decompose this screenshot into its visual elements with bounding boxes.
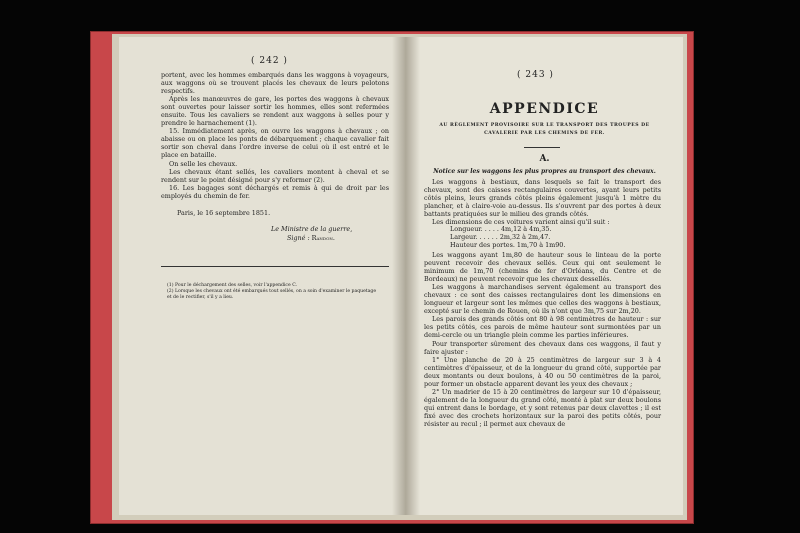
left-paragraph: 16. Les bagages sont déchargés et remis à qui de droit par les employés du chemin de fer.: [161, 183, 389, 200]
right-body-text-top: [424, 178, 661, 226]
left-paragraph: On selle les chevaux.: [169, 159, 238, 168]
left-body-text: [161, 71, 389, 200]
appendix-heading: APPENDICE: [489, 101, 600, 117]
right-paragraph: 1° Une planche de 20 à 25 centimètres de largeur sur 3 à 4 centimètres d'épaisseur, et de la longueur du grand côté, supportée par deux montants ou deux boulons, à 40 ou 50 centimètres de la paroi, pour former un obstacle apparent devant les yeux des chevaux ;: [424, 355, 661, 388]
left-page: [119, 37, 406, 515]
subheading-line-2: CAVALERIE PAR LES CHEMINS DE FER.: [484, 131, 605, 136]
dimensions-list: [450, 225, 565, 249]
dimension-row: Largeur. . . . . . 2m,32 à 2m,47.: [450, 233, 551, 241]
dimension-row: Hauteur des portes. 1m,70 à 1m90.: [450, 241, 566, 249]
right-paragraph: Les waggons à marchandises servent également au transport des chevaux : ce sont des caisses rectangulaires dont les dimensions en longueur et largeur sont les mêmes que celles des waggons à bestiaux, excepté sur le chemin de Rouen, où ils n'ont que 3m,75 sur 2m,20.: [424, 283, 661, 316]
right-page: [406, 37, 683, 515]
signature-name: Randon.: [311, 234, 335, 242]
right-paragraph: 2° Un madrier de 15 à 20 centimètres de largeur sur 10 d'épaisseur, également de la longueur du grand côté, monté à plat sur deux boulons qui entrent dans le bordage, et y sont retenus par deux clavettes ; il est fixé avec des crochets horizontaux sur la paroi des petits côtés, pour résister au recul ; il permet aux chevaux de: [424, 387, 661, 428]
appendix-subheading: [416, 122, 673, 138]
left-paragraph: Après les manœuvres de gare, les portes des waggons à chevaux sont ouvertes pour laisser sortir les hommes, elles sont refermées ensuite. Tous les cavaliers se rendent aux waggons à selles pour y prendre le harnachement (1).: [161, 95, 389, 128]
right-paragraph: Pour transporter sûrement des chevaux dans ces waggons, il faut y faire ajuster :: [424, 339, 661, 356]
date-text: Paris, le 16 septembre 1851.: [177, 209, 271, 217]
signature-label: Signé :: [287, 234, 310, 242]
footnote-2: (2) Lorsque les chevaux ont été embarqués tout sellés, on a soin d'examiner le paquetage et de le rectifier, s'il y a lieu.: [167, 289, 377, 300]
left-paragraph: Les chevaux étant sellés, les cavaliers montent à cheval et se rendent sur le point désigné pour s'y reformer (2).: [161, 167, 389, 184]
section-letter: A.: [539, 154, 550, 164]
subheading-line-1: AU RÈGLEMENT PROVISOIRE SUR LE TRANSPORT DES TROUPES DE: [439, 123, 650, 128]
right-paragraph: Les dimensions de ces voitures varient ainsi qu'il suit :: [432, 218, 610, 227]
dimension-row: Longueur. . . . . 4m,12 à 4m,35.: [450, 225, 552, 233]
right-paragraph: Les waggons ayant 1m,80 de hauteur sous le linteau de la porte peuvent recevoir des chevaux sellés. Ceux qui ont seulement le minimum de 1m,70 (chemins de fer d'Orléans, du Centre et de Bordeaux) ne peuvent recevoir que les chevaux dessellés.: [424, 251, 661, 284]
footnote-1: (1) Pour le déchargement des selles, voir l'appendice C.: [167, 283, 297, 288]
signature-title: Le Ministre de la guerre,: [271, 225, 353, 233]
section-title: Notice sur les waggons les plus propres au transport des chevaux.: [433, 168, 656, 175]
date-line: [177, 209, 377, 217]
heading-divider: [524, 147, 560, 148]
right-body-text-bottom: [424, 251, 661, 428]
right-paragraph: Les waggons à bestiaux, dans lesquels se fait le transport des chevaux, sont des caisses rectangulaires couvertes, ayant leurs petits côtés pleins, leurs grands côtés pleins également jusqu'à 1 mètre du plancher, et à claire-voie au-dessus. Ils s'ouvrent par des portes à deux battants pratiquées sur le milieu des grands côtés.: [424, 178, 661, 219]
left-page-number: ( 242 ): [251, 56, 288, 66]
signature-line: [287, 234, 335, 242]
footnotes: [167, 283, 382, 301]
right-paragraph: Les parois des grands côtés ont 80 à 98 centimètres de hauteur : sur les petits côtés, ces parois de même hauteur sont surmontées par un demi-cercle ou un triangle plein comme les parties inférieures.: [424, 315, 661, 340]
right-page-number: ( 243 ): [517, 70, 554, 80]
left-paragraph: 15. Immédiatement après, on ouvre les waggons à chevaux ; on abaisse ou on place les ponts de débarquement ; chaque cavalier fait sortir son cheval dans l'ordre inverse de celui où il est entré et le place en bataille.: [161, 127, 389, 160]
left-paragraph: portent, avec les hommes embarqués dans les waggons à voyageurs, aux waggons où se trouvent placés les chevaux de leurs pelotons respectifs.: [161, 71, 389, 96]
footnote-rule: [161, 266, 389, 267]
